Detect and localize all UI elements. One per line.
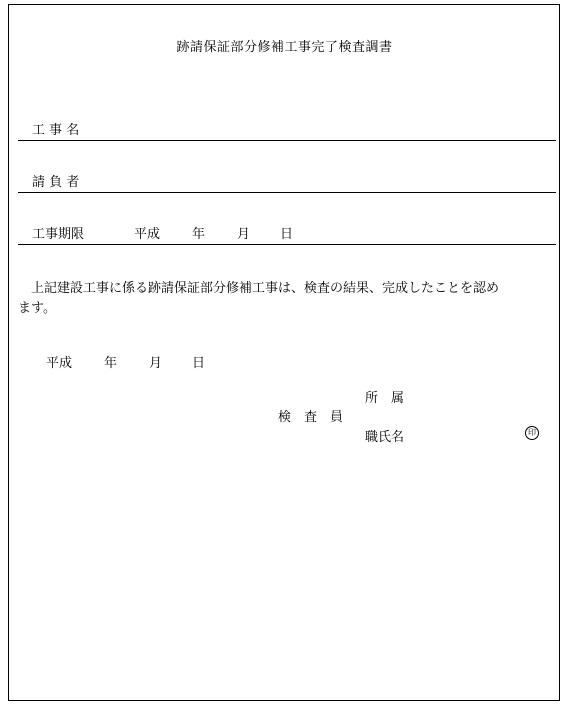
construction-name-label: 工 事 名	[32, 123, 80, 138]
date-day: 日	[192, 356, 206, 371]
contractor-field	[18, 172, 556, 193]
period-year: 年	[192, 227, 206, 242]
affiliation-label: 所 属	[365, 391, 405, 406]
document-frame	[8, 4, 560, 701]
construction-period-field	[18, 224, 556, 245]
completion-statement	[18, 279, 558, 319]
inspector-label: 検 査 員	[278, 410, 344, 425]
date-era: 平成	[46, 356, 73, 371]
contractor-label: 請 負 者	[32, 175, 80, 190]
document-title: 跡請保証部分修補工事完了検査調書	[176, 40, 393, 55]
date-year: 年	[104, 356, 118, 371]
seal-mark: 印	[525, 426, 539, 440]
statement-line-2: ます。	[18, 301, 56, 316]
statement-line-1: 上記建設工事に係る跡請保証部分修補工事は、検査の結果、完成したことを認め	[31, 281, 500, 296]
period-month: 月	[237, 227, 251, 242]
period-day: 日	[280, 227, 294, 242]
construction-name-field	[18, 120, 556, 141]
date-month: 月	[149, 356, 163, 371]
period-era: 平成	[134, 227, 161, 242]
period-label: 工事期限	[32, 227, 85, 242]
name-label: 職氏名	[365, 430, 405, 445]
